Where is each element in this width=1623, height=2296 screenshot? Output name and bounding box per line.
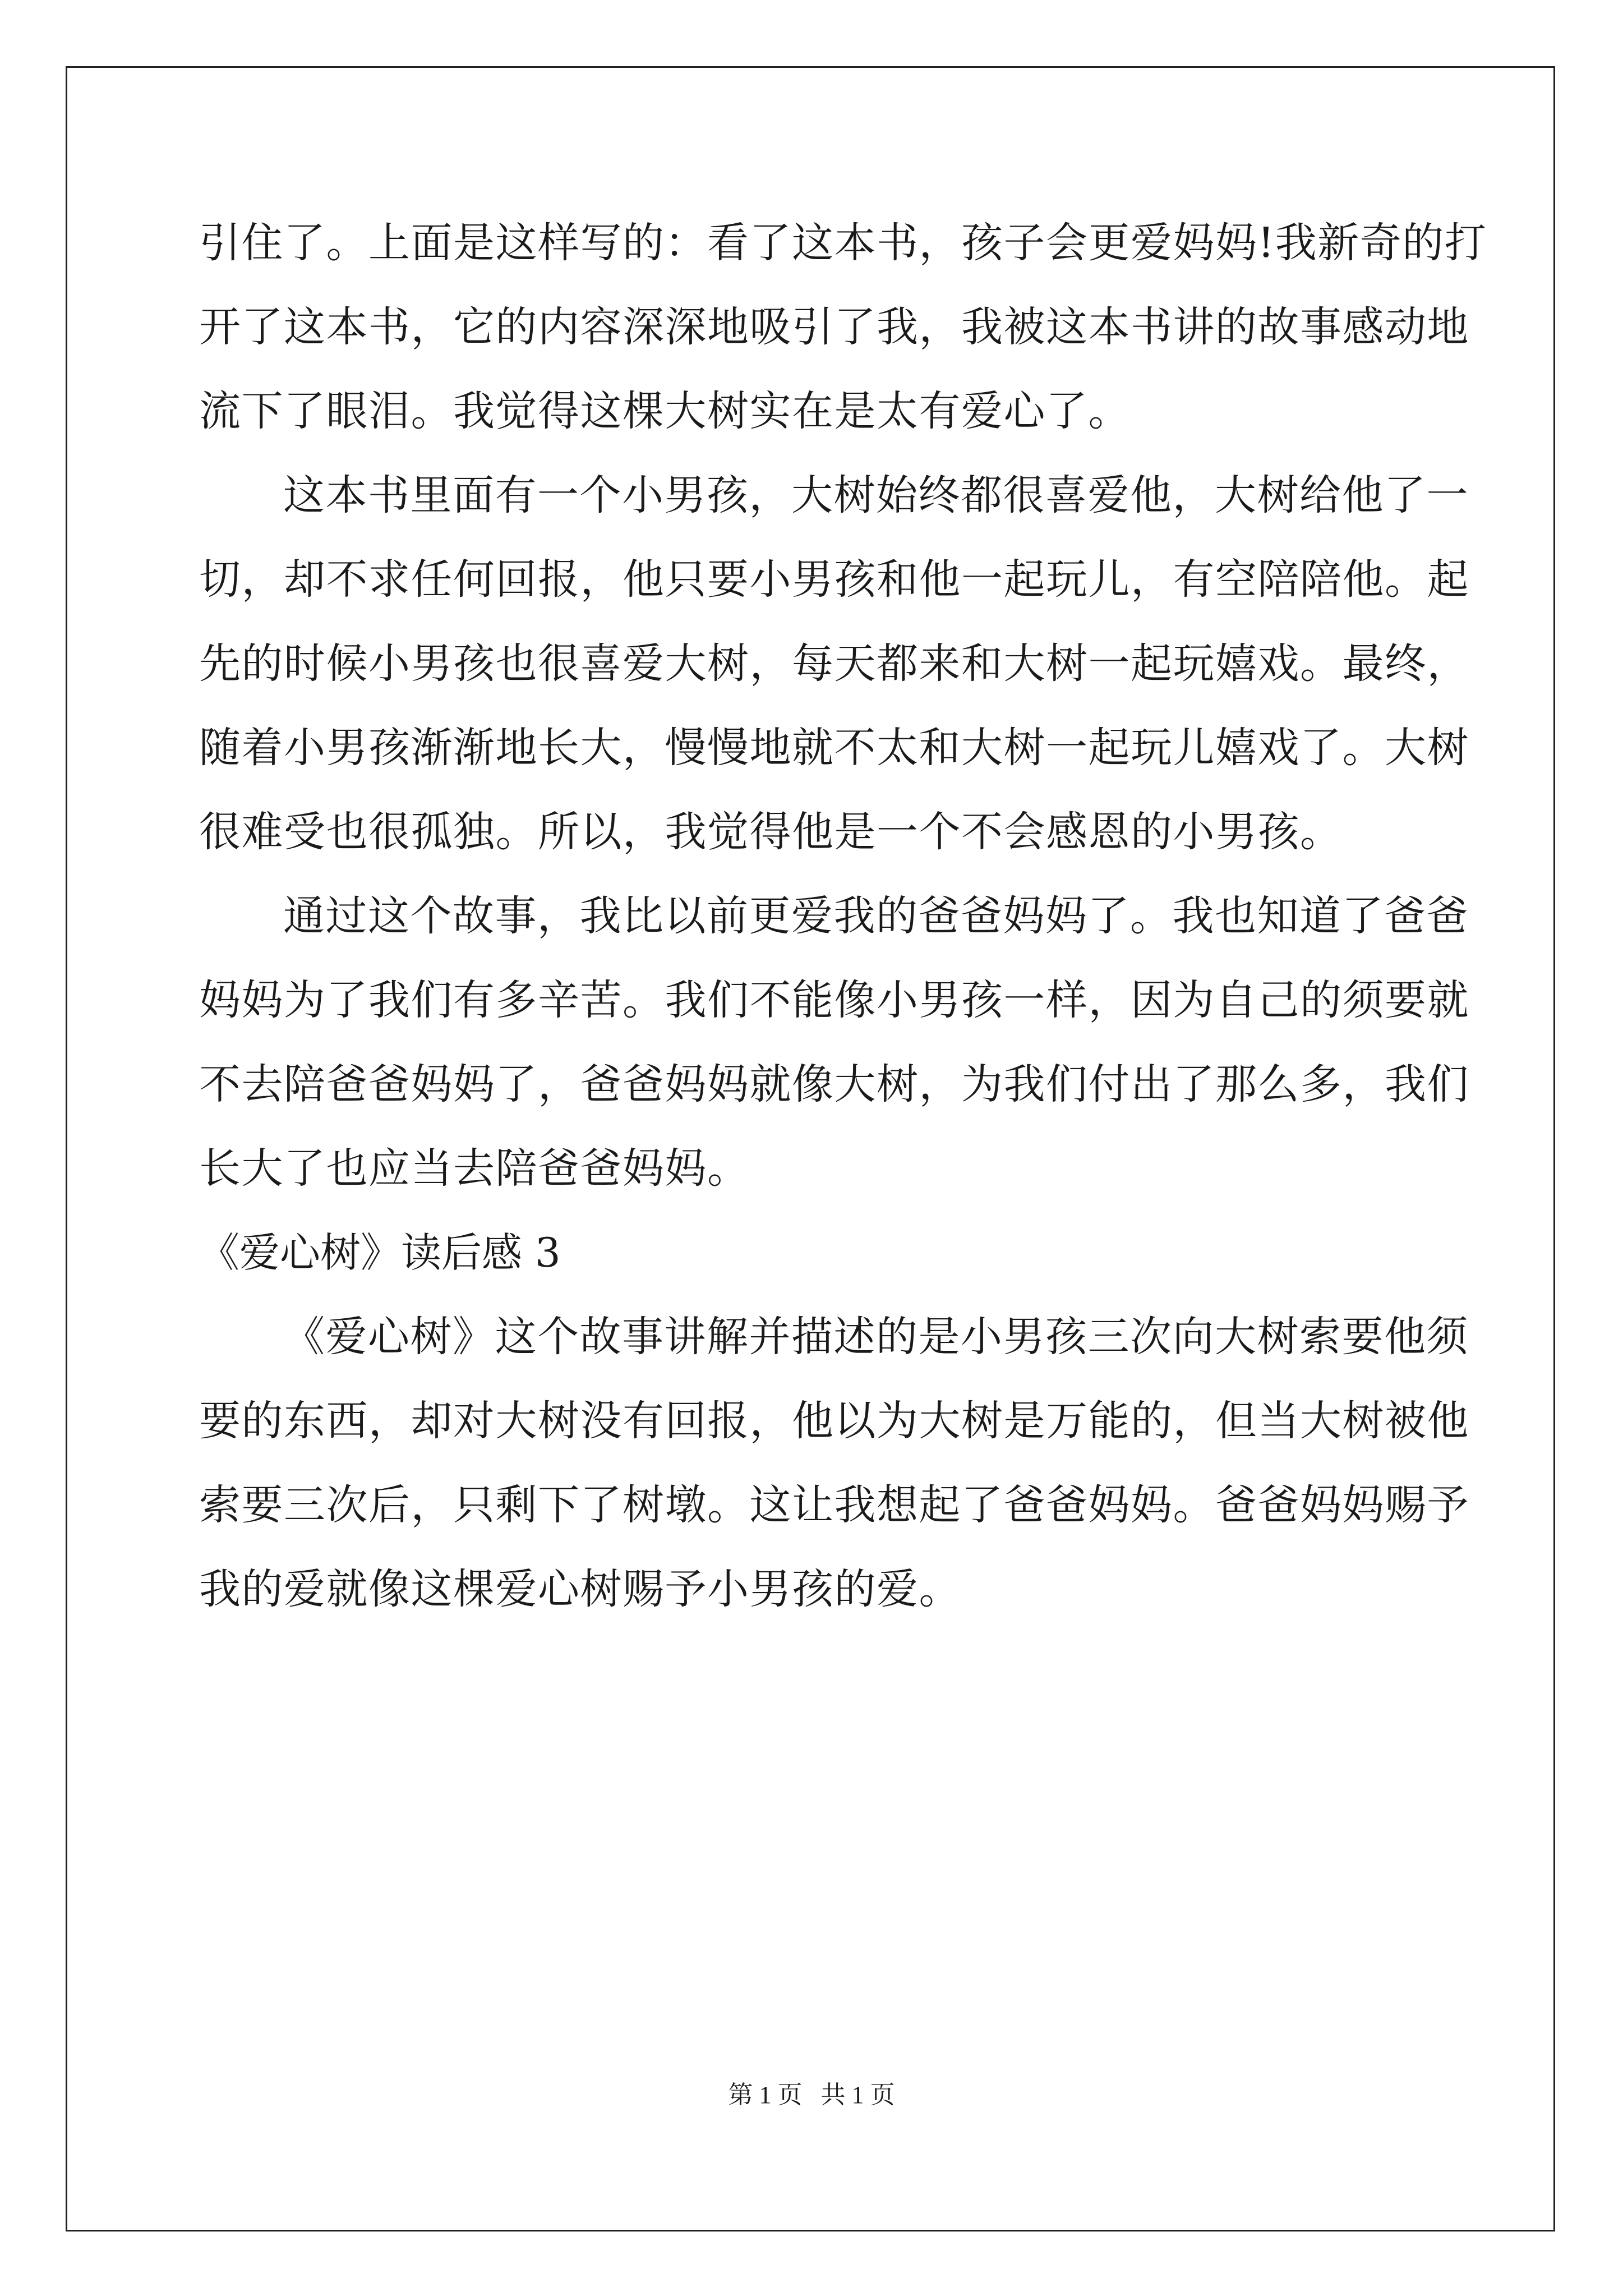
paragraph-1 (199, 201, 1487, 453)
paragraph-line: 流下了眼泪。我觉得这棵大树实在是太有爱心了。 (199, 387, 1131, 435)
paragraph-line: 索要三次后，只剩下了树墩。这让我想起了爸爸妈妈。爸爸妈妈赐予 (199, 1481, 1469, 1529)
paragraph-4 (199, 1295, 1469, 1631)
paragraph-line: 随着小男孩渐渐地长大，慢慢地就不太和大树一起玩儿嬉戏了。大树 (199, 724, 1469, 772)
paragraph-line: 先的时候小男孩也很喜爱大树，每天都来和大树一起玩嬉戏。最终， (199, 639, 1469, 688)
paragraph-line: 通过这个故事，我比以前更爱我的爸爸妈妈了。我也知道了爸爸 (283, 892, 1469, 940)
paragraph-line: 我的爱就像这棵爱心树赐予小男孩的爱。 (199, 1565, 961, 1613)
paragraph-line: 这本书里面有一个小男孩，大树始终都很喜爱他，大树给他了一 (283, 471, 1469, 519)
section-heading: 《爱心树》读后感 3 (199, 1229, 561, 1276)
paragraph-line: 不去陪爸爸妈妈了，爸爸妈妈就像大树，为我们付出了那么多，我们 (199, 1060, 1469, 1108)
paragraph-line: 引住了。上面是这样写的：看了这本书，孩子会更爱妈妈!我新奇的打 (199, 219, 1487, 267)
document-body (199, 201, 1487, 1631)
page-number-footer: 第 1 页 共 1 页 (728, 2081, 895, 2109)
paragraph-3 (199, 874, 1469, 1211)
paragraph-2 (199, 453, 1469, 874)
paragraph-line: 《爱心树》这个故事讲解并描述的是小男孩三次向大树索要他须 (283, 1313, 1469, 1361)
paragraph-line: 切，却不求任何回报，他只要小男孩和他一起玩儿，有空陪陪他。起 (199, 555, 1469, 604)
paragraph-line: 开了这本书，它的内容深深地吸引了我，我被这本书讲的故事感动地 (199, 303, 1469, 351)
paragraph-line: 要的东西，却对大树没有回报，他以为大树是万能的，但当大树被他 (199, 1397, 1469, 1445)
paragraph-line: 长大了也应当去陪爸爸妈妈。 (199, 1144, 750, 1193)
paragraph-line: 妈妈为了我们有多辛苦。我们不能像小男孩一样，因为自己的须要就 (199, 976, 1469, 1024)
paragraph-line: 很难受也很孤独。所以，我觉得他是一个不会感恩的小男孩。 (199, 808, 1343, 856)
